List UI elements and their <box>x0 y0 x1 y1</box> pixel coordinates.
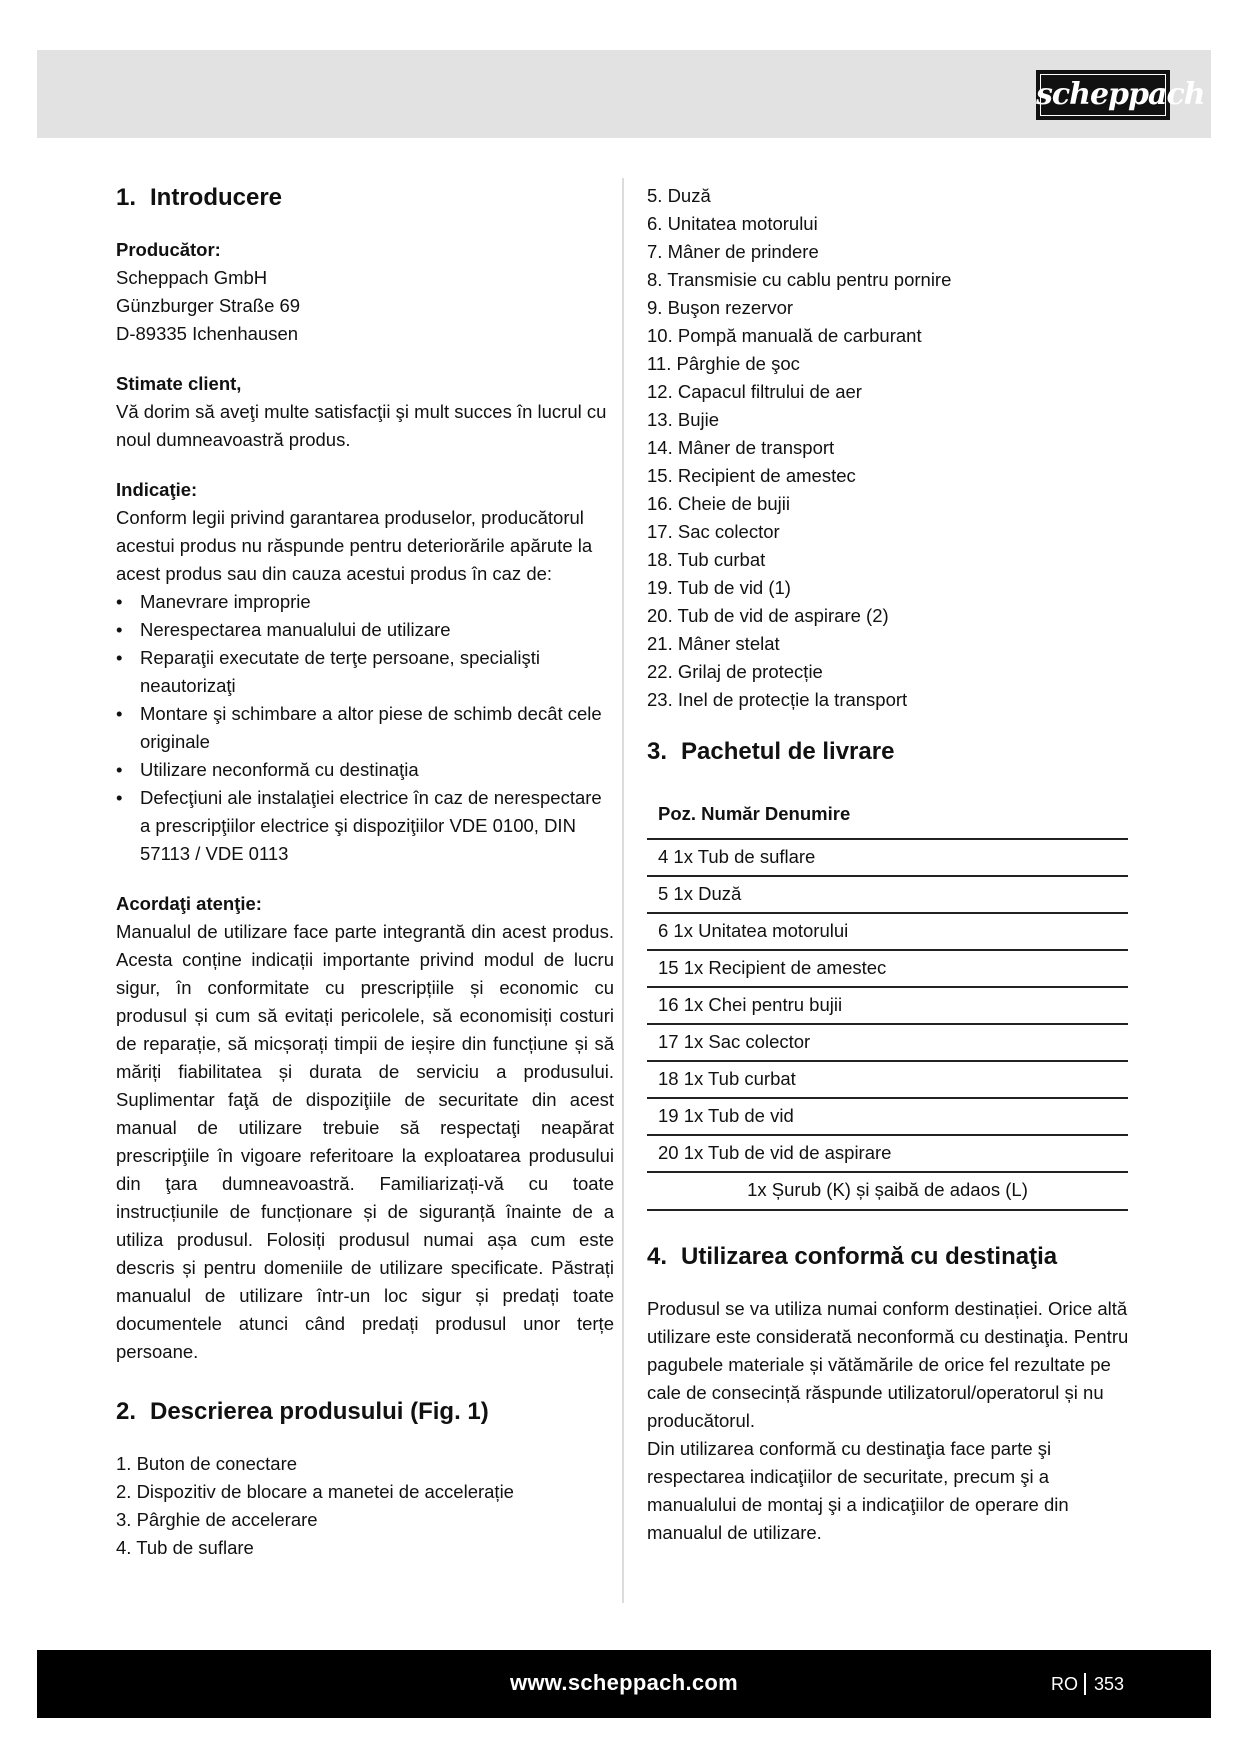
manufacturer-street: Günzburger Straße 69 <box>116 295 301 316</box>
delivery-table <box>647 794 1128 1211</box>
list-item: 10. Pompă manuală de carburant <box>647 325 922 346</box>
list-item: 11. Pârghie de şoc <box>647 353 800 374</box>
table-row: 17 1x Sac colector <box>647 1025 1128 1062</box>
manufacturer-label: Producător: <box>116 239 221 260</box>
list-item: 18. Tub curbat <box>647 549 766 570</box>
list-item: 22. Grilaj de protecție <box>647 661 823 682</box>
table-row: 5 1x Duză <box>647 877 1128 914</box>
description-heading: 2. Descrierea produsului (Fig. 1) <box>116 1398 489 1425</box>
table-row: 19 1x Tub de vid <box>647 1099 1128 1136</box>
greeting-text: Vă dorim să aveţi multe satisfacţii şi mult succes în lucrul cu noul dumneavoastră produs. <box>116 401 607 450</box>
note-text: Conform legii privind garantarea produselor, producătorul acestui produs nu răspunde pentru deteriorările apărute la acest produs sau din cauza acestui produs în caz de: <box>116 507 593 584</box>
footer-separator <box>1084 1673 1086 1695</box>
attention-text: Manualul de utilizare face parte integrantă din acest produs. Acesta conține indicații importante privind modul de lucru sigur, în conformitate cu prescripțiile și economic cu produsul și cum să evitați pericolele, să economisiți costuri de reparație, să micșorați timpii de ieșire din funcțiune și să măriți fiabilitatea și durata de serviciu a produsului. Suplimentar faţă de dispoziţiile de securitate din acest manual de utilizare trebuie să respectaţi neapărat prescripţiile în vigoare referitoare la exploatarea produsului din ţara dumneavoastră. Familiarizați-vă cu toate instrucțiunile de funcționare și de siguranță înainte de a utiliza produsul. Folosiți produsul numai așa cum este descris și pentru domeniile de utilizare specificate. Păstrați manualul de utilizare într-un loc sigur și predați toate documentele atunci când predați produsul unor terțe persoane. <box>116 921 614 1362</box>
list-item: • Defecţiuni ale instalaţiei electrice în caz de nerespectare a prescripţiilor electrice şi dispoziţiilor VDE 0100, DIN 57113 / VDE 0113 <box>116 784 614 868</box>
page-number: 353 <box>1094 1674 1125 1694</box>
table-row: 18 1x Tub curbat <box>647 1062 1128 1099</box>
list-item: 16. Cheie de bujii <box>647 493 790 514</box>
parts-list-right <box>647 182 1129 714</box>
list-item: 5. Duză <box>647 185 711 206</box>
table-row: 4 1x Tub de suflare <box>647 840 1128 877</box>
list-item: 12. Capacul filtrului de aer <box>647 381 862 402</box>
attention-label: Acordaţi atenţie: <box>116 893 262 914</box>
list-item: 3. Pârghie de accelerare <box>116 1509 318 1530</box>
list-item: • Utilizare neconformă cu destinaţia <box>116 756 614 784</box>
manufacturer-city: D-89335 Ichenhausen <box>116 323 299 344</box>
table-header: Poz. Număr Denumire <box>647 794 1128 840</box>
intro-heading: 1. Introducere <box>116 184 283 211</box>
intended-use-para-2: Din utilizarea conformă cu destinaţia face parte şi respectarea indicaţiilor de securitate, precum şi a manualului de montaj şi a indicaţiilor de operare din manualul de utilizare. <box>647 1438 1069 1543</box>
list-item: 20. Tub de vid de aspirare (2) <box>647 605 889 626</box>
table-row: 1x Șurub (K) și șaibă de adaos (L) <box>647 1173 1128 1211</box>
list-item: 7. Mâner de prindere <box>647 241 819 262</box>
list-item: • Nerespectarea manualului de utilizare <box>116 616 614 644</box>
header-band <box>37 50 1211 138</box>
table-row: 6 1x Unitatea motorului <box>647 914 1128 951</box>
list-item: 21. Mâner stelat <box>647 633 780 654</box>
table-row: 20 1x Tub de vid de aspirare <box>647 1136 1128 1173</box>
list-item: 17. Sac colector <box>647 521 780 542</box>
column-divider <box>622 178 624 1603</box>
language-code: RO <box>1051 1674 1078 1694</box>
scheppach-logo: scheppach <box>1036 70 1170 120</box>
website-link[interactable]: www.scheppach.com <box>509 1670 738 1695</box>
list-item: • Reparaţii executate de terţe persoane, specialişti neautorizaţi <box>116 644 614 700</box>
list-item: 8. Transmisie cu cablu pentru pornire <box>647 269 952 290</box>
manufacturer-name: Scheppach GmbH <box>116 267 268 288</box>
intended-use-heading: 4. Utilizarea conformă cu destinaţia <box>647 1243 1058 1270</box>
list-item: 19. Tub de vid (1) <box>647 577 791 598</box>
list-item: 13. Bujie <box>647 409 719 430</box>
note-label: Indicaţie: <box>116 479 198 500</box>
list-item: 1. Buton de conectare <box>116 1453 298 1474</box>
greeting-label: Stimate client, <box>116 373 242 394</box>
list-item: 9. Buşon rezervor <box>647 297 794 318</box>
delivery-heading: 3. Pachetul de livrare <box>647 738 895 765</box>
parts-list-left <box>116 1450 614 1562</box>
list-item: • Montare şi schimbare a altor piese de schimb decât cele originale <box>116 700 614 756</box>
table-row: 15 1x Recipient de amestec <box>647 951 1128 988</box>
list-item: 23. Inel de protecție la transport <box>647 689 908 710</box>
list-item: • Manevrare improprie <box>116 588 614 616</box>
list-item: 2. Dispozitiv de blocare a manetei de accelerație <box>116 1481 514 1502</box>
list-item: 6. Unitatea motorului <box>647 213 818 234</box>
table-row: 16 1x Chei pentru bujii <box>647 988 1128 1025</box>
footer-bar <box>37 1650 1211 1718</box>
left-column <box>116 182 614 1562</box>
intended-use-para-1: Produsul se va utiliza numai conform destinației. Orice altă utilizare este considerată neconformă cu destinaţia. Pentru pagubele materiale și vătămările de orice fel rezultate pe cale de consecință răspunde utilizatorul/operatorul și nu producătorul. <box>647 1298 1129 1431</box>
list-item: 14. Mâner de transport <box>647 437 835 458</box>
right-column <box>647 182 1129 1547</box>
note-bullet-list <box>116 588 614 868</box>
list-item: 15. Recipient de amestec <box>647 465 856 486</box>
list-item: 4. Tub de suflare <box>116 1537 254 1558</box>
